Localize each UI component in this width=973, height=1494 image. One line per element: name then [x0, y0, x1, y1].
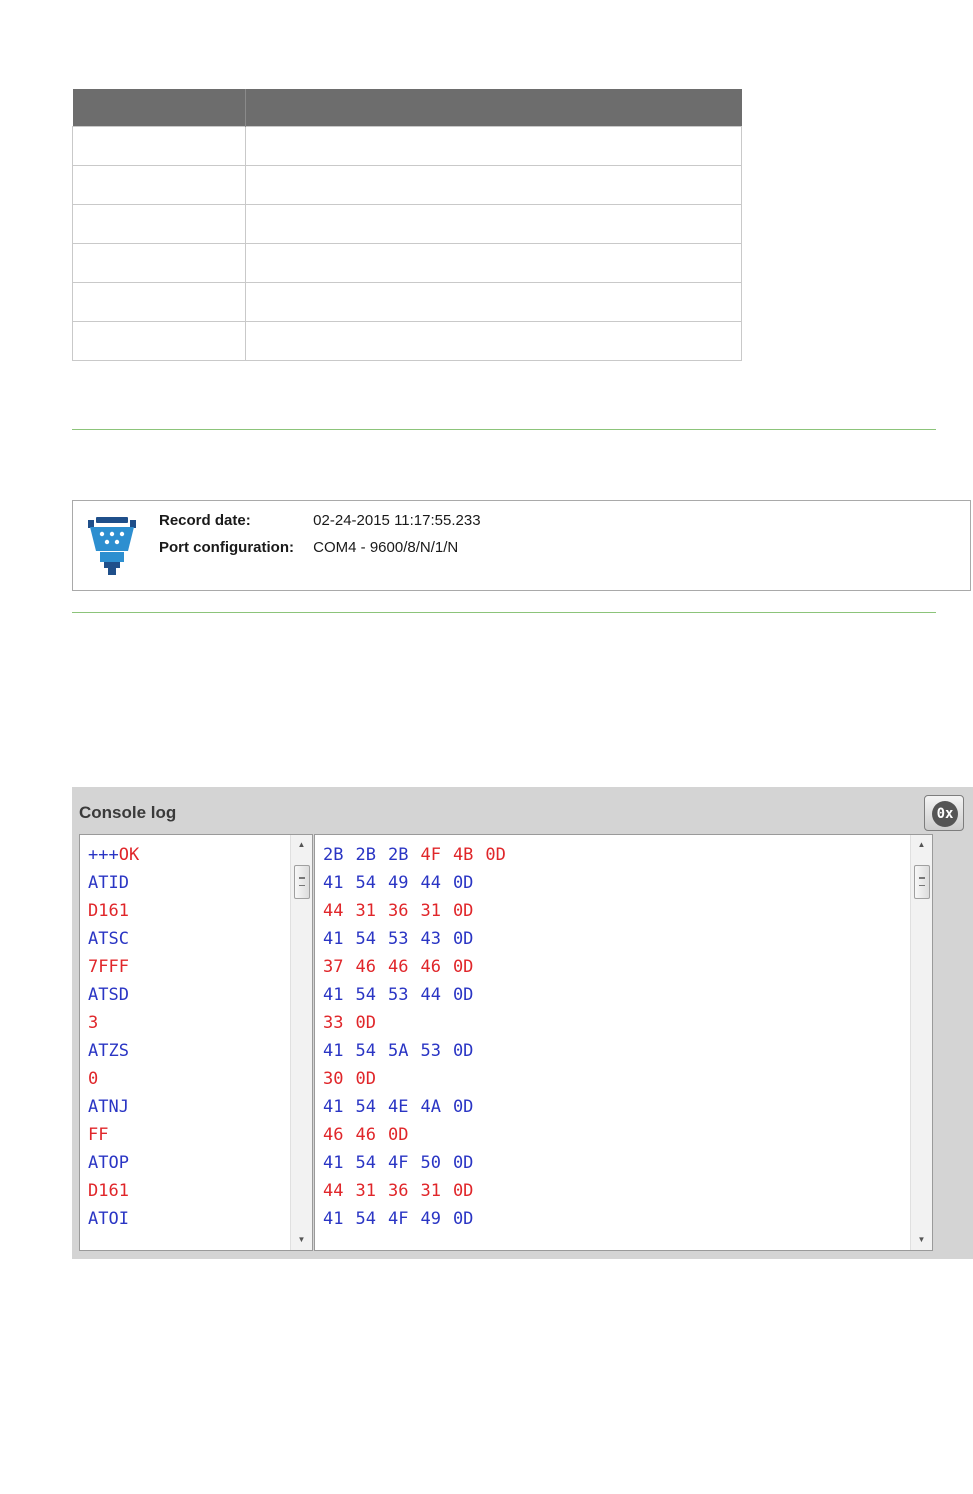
hex-line	[323, 955, 910, 983]
sent-text: ATID	[88, 873, 129, 893]
record-date-value: 02-24-2015 11:17:55.233	[313, 512, 481, 529]
sent-byte: 0D	[452, 985, 474, 1005]
hex-line	[323, 1095, 910, 1123]
sent-byte: 0D	[452, 1153, 474, 1173]
sent-byte: 4E	[387, 1097, 409, 1117]
log-line	[88, 955, 290, 983]
sent-text: ATSD	[88, 985, 129, 1005]
table-cell	[73, 166, 246, 205]
hex-icon: 0x	[932, 801, 958, 827]
hex-log-pane[interactable]	[314, 834, 933, 1251]
received-byte: 0D	[485, 845, 506, 865]
received-byte: 33	[323, 1013, 344, 1033]
received-byte: 31	[355, 901, 376, 921]
hex-line	[323, 843, 910, 871]
table-header-cell	[246, 89, 742, 127]
hex-line	[323, 1123, 910, 1151]
received-byte: 36	[387, 901, 409, 921]
sent-byte: 44	[420, 985, 441, 1005]
sent-byte: 0D	[452, 873, 474, 893]
sent-byte: 53	[387, 929, 409, 949]
table-row	[73, 166, 742, 205]
console-log-title: Console log	[79, 803, 177, 822]
hex-line	[323, 871, 910, 899]
table-cell	[246, 283, 742, 322]
log-line	[88, 1123, 290, 1151]
received-byte: 0D	[355, 1069, 376, 1089]
hex-log-lines	[323, 843, 910, 1235]
sent-byte: 41	[323, 985, 344, 1005]
log-line	[88, 1011, 290, 1039]
sent-text: ATNJ	[88, 1097, 129, 1117]
table-cell	[73, 244, 246, 283]
scroll-thumb[interactable]	[914, 865, 930, 899]
received-text: 0	[88, 1069, 99, 1089]
scroll-down-arrow-icon[interactable]: ▼	[297, 1235, 306, 1244]
received-byte: 0D	[387, 1125, 409, 1145]
sent-byte: 54	[355, 873, 376, 893]
scroll-down-arrow-icon[interactable]: ▼	[917, 1235, 926, 1244]
received-byte: 0D	[355, 1013, 376, 1033]
received-text: OK	[118, 845, 140, 865]
received-byte: 4B	[452, 845, 474, 865]
table-cell	[246, 322, 742, 361]
log-line	[88, 871, 290, 899]
record-date-label: Record date:	[159, 512, 251, 529]
sent-byte: 41	[323, 1097, 344, 1117]
scroll-up-arrow-icon[interactable]: ▲	[917, 840, 926, 849]
received-byte: 31	[420, 901, 441, 921]
parameter-table	[72, 89, 742, 361]
received-text: 7FFF	[88, 957, 129, 977]
hex-line	[323, 1151, 910, 1179]
received-text: 3	[88, 1013, 99, 1033]
hex-line	[323, 1207, 910, 1235]
ascii-log-pane[interactable]	[79, 834, 313, 1251]
sent-byte: 41	[323, 873, 344, 893]
log-line	[88, 1151, 290, 1179]
received-text: D161	[88, 1181, 129, 1201]
table-cell	[246, 205, 742, 244]
received-byte: 37	[323, 957, 344, 977]
ascii-scrollbar[interactable]	[290, 835, 312, 1250]
sent-text: +++	[88, 845, 119, 865]
log-line	[88, 983, 290, 1011]
sent-byte: 50	[420, 1153, 441, 1173]
received-byte: 31	[420, 1181, 441, 1201]
received-byte: 0D	[452, 957, 474, 977]
table-cell	[73, 205, 246, 244]
hex-line	[323, 1067, 910, 1095]
received-byte: 46	[387, 957, 409, 977]
hex-line	[323, 899, 910, 927]
sent-byte: 54	[355, 985, 376, 1005]
sent-byte: 41	[323, 1041, 344, 1061]
sent-byte: 49	[387, 873, 409, 893]
sent-byte: 54	[355, 1041, 376, 1061]
table-cell	[73, 322, 246, 361]
table-row	[73, 127, 742, 166]
table-body	[73, 127, 742, 361]
sent-text: ATZS	[88, 1041, 129, 1061]
table-header-cell	[73, 89, 246, 127]
table-cell	[246, 127, 742, 166]
sent-byte: 43	[420, 929, 441, 949]
ascii-log-lines	[88, 843, 290, 1235]
sent-byte: 54	[355, 929, 376, 949]
hex-line	[323, 1039, 910, 1067]
received-byte: 36	[387, 1181, 409, 1201]
scroll-thumb[interactable]	[294, 865, 310, 899]
port-configuration-label: Port configuration:	[159, 539, 294, 556]
section-divider	[72, 429, 936, 430]
log-line	[88, 1207, 290, 1235]
sent-byte: 41	[323, 1153, 344, 1173]
sent-byte: 4A	[420, 1097, 441, 1117]
received-text: FF	[88, 1125, 109, 1145]
received-byte: 44	[323, 1181, 344, 1201]
table-header-row	[73, 89, 742, 127]
log-line	[88, 1179, 290, 1207]
port-configuration-value: COM4 - 9600/8/N/1/N	[313, 539, 459, 556]
sent-byte: 49	[420, 1209, 441, 1229]
hex-line	[323, 1179, 910, 1207]
received-text: D161	[88, 901, 129, 921]
sent-byte: 2B	[323, 845, 344, 865]
console-log-panel	[72, 787, 973, 1259]
received-byte: 46	[355, 957, 376, 977]
sent-text: ATOI	[88, 1209, 129, 1229]
port-configuration-row	[159, 539, 458, 556]
serial-port-icon	[86, 515, 138, 577]
received-byte: 0D	[452, 1181, 474, 1201]
table-row	[73, 205, 742, 244]
received-byte: 30	[323, 1069, 344, 1089]
received-byte: 46	[323, 1125, 344, 1145]
log-line	[88, 1095, 290, 1123]
sent-byte: 54	[355, 1153, 376, 1173]
sent-byte: 53	[387, 985, 409, 1005]
sent-byte: 0D	[452, 1041, 474, 1061]
sent-byte: 4F	[387, 1209, 409, 1229]
sent-byte: 54	[355, 1209, 376, 1229]
sent-byte: 44	[420, 873, 441, 893]
scroll-up-arrow-icon[interactable]: ▲	[297, 840, 306, 849]
sent-byte: 2B	[355, 845, 376, 865]
received-byte: 44	[323, 901, 344, 921]
table-row	[73, 283, 742, 322]
table-cell	[246, 166, 742, 205]
log-line	[88, 843, 290, 871]
table-row	[73, 322, 742, 361]
received-byte: 31	[355, 1181, 376, 1201]
sent-byte: 0D	[452, 1209, 474, 1229]
received-byte: 46	[355, 1125, 376, 1145]
sent-byte: 0D	[452, 929, 474, 949]
sent-text: ATSC	[88, 929, 129, 949]
log-line	[88, 927, 290, 955]
sent-byte: 4F	[387, 1153, 409, 1173]
table-cell	[246, 244, 742, 283]
record-date-row	[159, 512, 481, 529]
hex-view-toggle-button[interactable]	[924, 795, 964, 831]
table-cell	[73, 283, 246, 322]
sent-byte: 41	[323, 1209, 344, 1229]
sent-byte: 41	[323, 929, 344, 949]
received-byte: 4F	[420, 845, 441, 865]
log-line	[88, 899, 290, 927]
received-byte: 46	[420, 957, 441, 977]
section-divider	[72, 612, 936, 613]
sent-byte: 54	[355, 1097, 376, 1117]
hex-line	[323, 1011, 910, 1039]
sent-byte: 0D	[452, 1097, 474, 1117]
hex-line	[323, 983, 910, 1011]
sent-byte: 5A	[387, 1041, 409, 1061]
log-line	[88, 1039, 290, 1067]
table-row	[73, 244, 742, 283]
sent-byte: 53	[420, 1041, 441, 1061]
table-cell	[73, 127, 246, 166]
record-info-panel	[72, 500, 971, 591]
hex-line	[323, 927, 910, 955]
sent-byte: 2B	[387, 845, 409, 865]
sent-text: ATOP	[88, 1153, 129, 1173]
received-byte: 0D	[452, 901, 474, 921]
log-line	[88, 1067, 290, 1095]
hex-scrollbar[interactable]	[910, 835, 932, 1250]
